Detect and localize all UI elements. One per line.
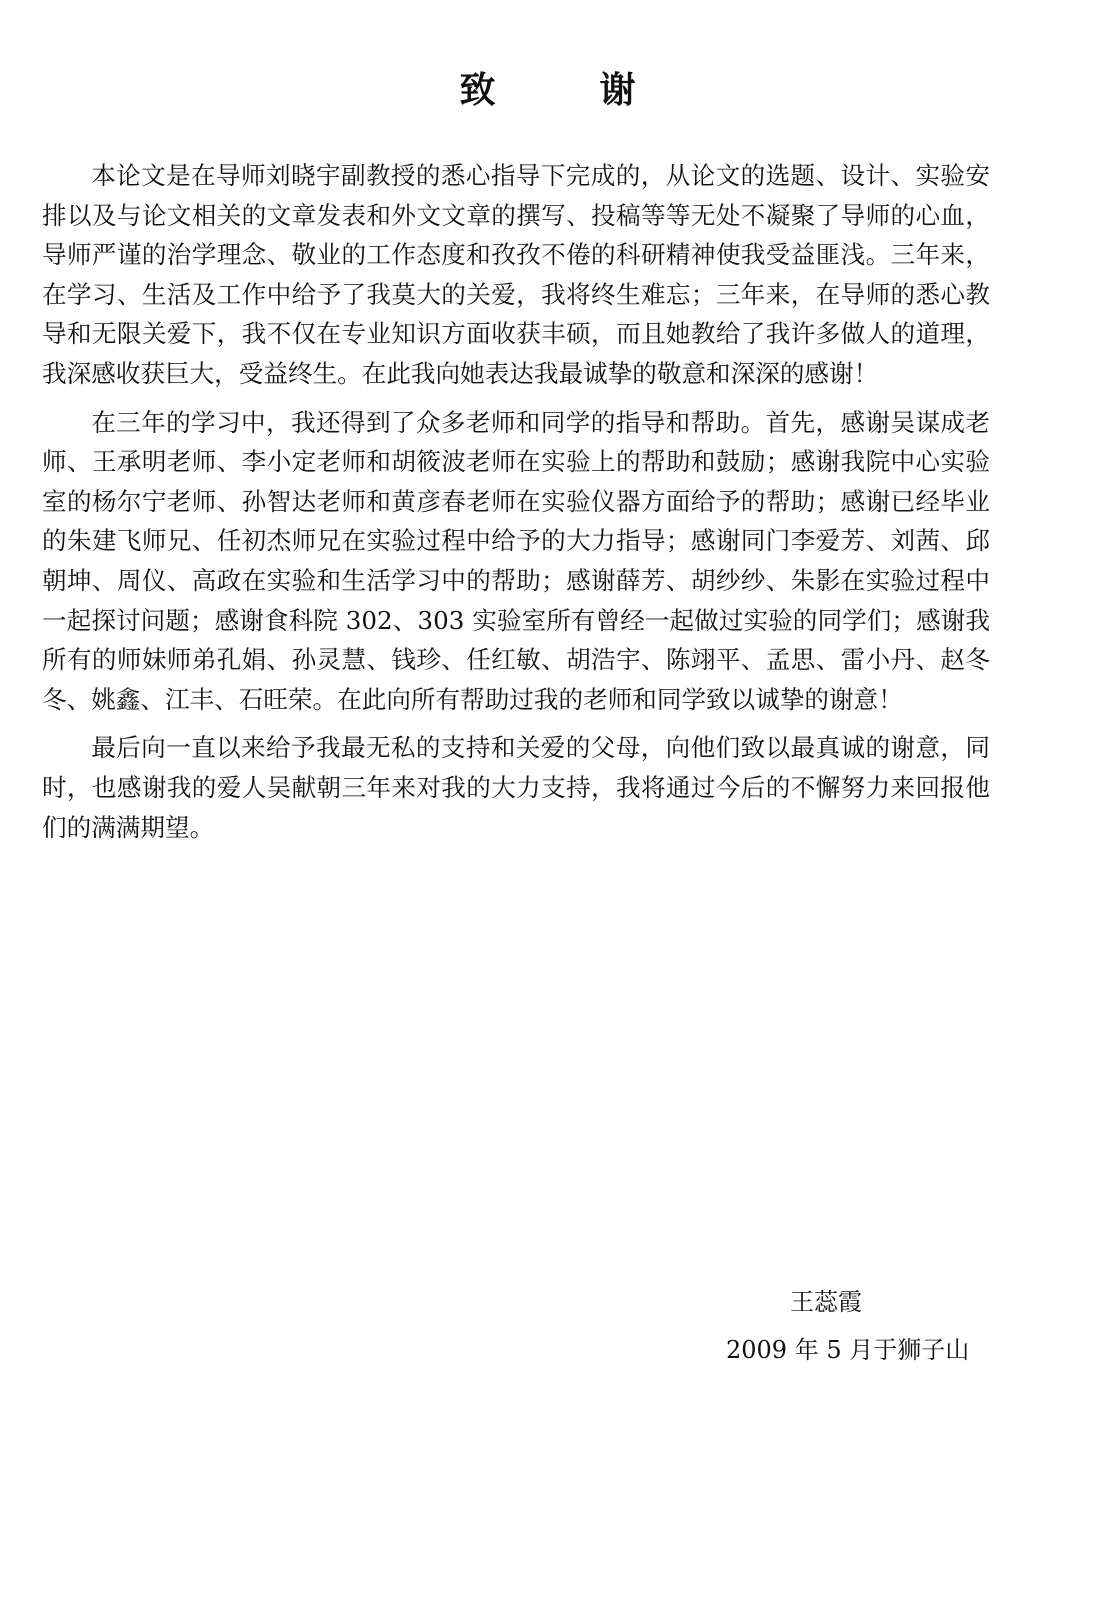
signature-date: 2009 年 5 月于狮子山 — [726, 1336, 970, 1364]
paragraph-advisor-thanks: 本论文是在导师刘晓宇副教授的悉心指导下完成的，从论文的选题、设计、实验安排以及与论文相关的文章发表和外文文章的撰写、投稿等等无处不凝聚了导师的心血，导师严谨的治学理念、敬业的工作态度和孜孜不倦的科研精神使我受益匪浅。三年来，在学习、生活及工作中给予了我莫大的关爱，我将终生难忘；三年来，在导师的悉心教导和无限关爱下，我不仅在专业知识方面收获丰硕，而且她教给了我许多做人的道理，我深感收获巨大，受益终生。在此我向她表达我最诚挚的敬意和深深的感谢！ — [42, 161, 990, 388]
signature-name: 王蕊霞 — [790, 1288, 862, 1316]
page-title: 致 谢 — [459, 69, 670, 111]
body-text — [42, 156, 990, 856]
paragraph-family-thanks: 最后向一直以来给予我最无私的支持和关爱的父母，向他们致以最真诚的谢意，同时，也感谢我的爱人吴献朝三年来对我的大力支持，我将通过今后的不懈努力来回报他们的满满期望。 — [42, 733, 990, 842]
paragraph-teachers-classmates-thanks: 在三年的学习中，我还得到了众多老师和同学的指导和帮助。首先，感谢吴谋成老师、王承明老师、李小定老师和胡筱波老师在实验上的帮助和鼓励；感谢我院中心实验室的杨尔宁老师、孙智达老师和黄彦春老师在实验仪器方面给予的帮助；感谢已经毕业的朱建飞师兄、任初杰师兄在实验过程中给予的大力指导；感谢同门李爱芳、刘茜、邱朝坤、周仪、高政在实验和生活学习中的帮助；感谢薛芳、胡纱纱、朱影在实验过程中一起探讨问题；感谢食科院 302、303 实验室所有曾经一起做过实验的同学们；感谢我所有的师妹师弟孔娟、孙灵慧、钱珍、任红敏、胡浩宇、陈翊平、孟思、雷小丹、赵冬冬、姚鑫、江丰、石旺荣。在此向所有帮助过我的老师和同学致以诚挚的谢意！ — [42, 407, 990, 714]
